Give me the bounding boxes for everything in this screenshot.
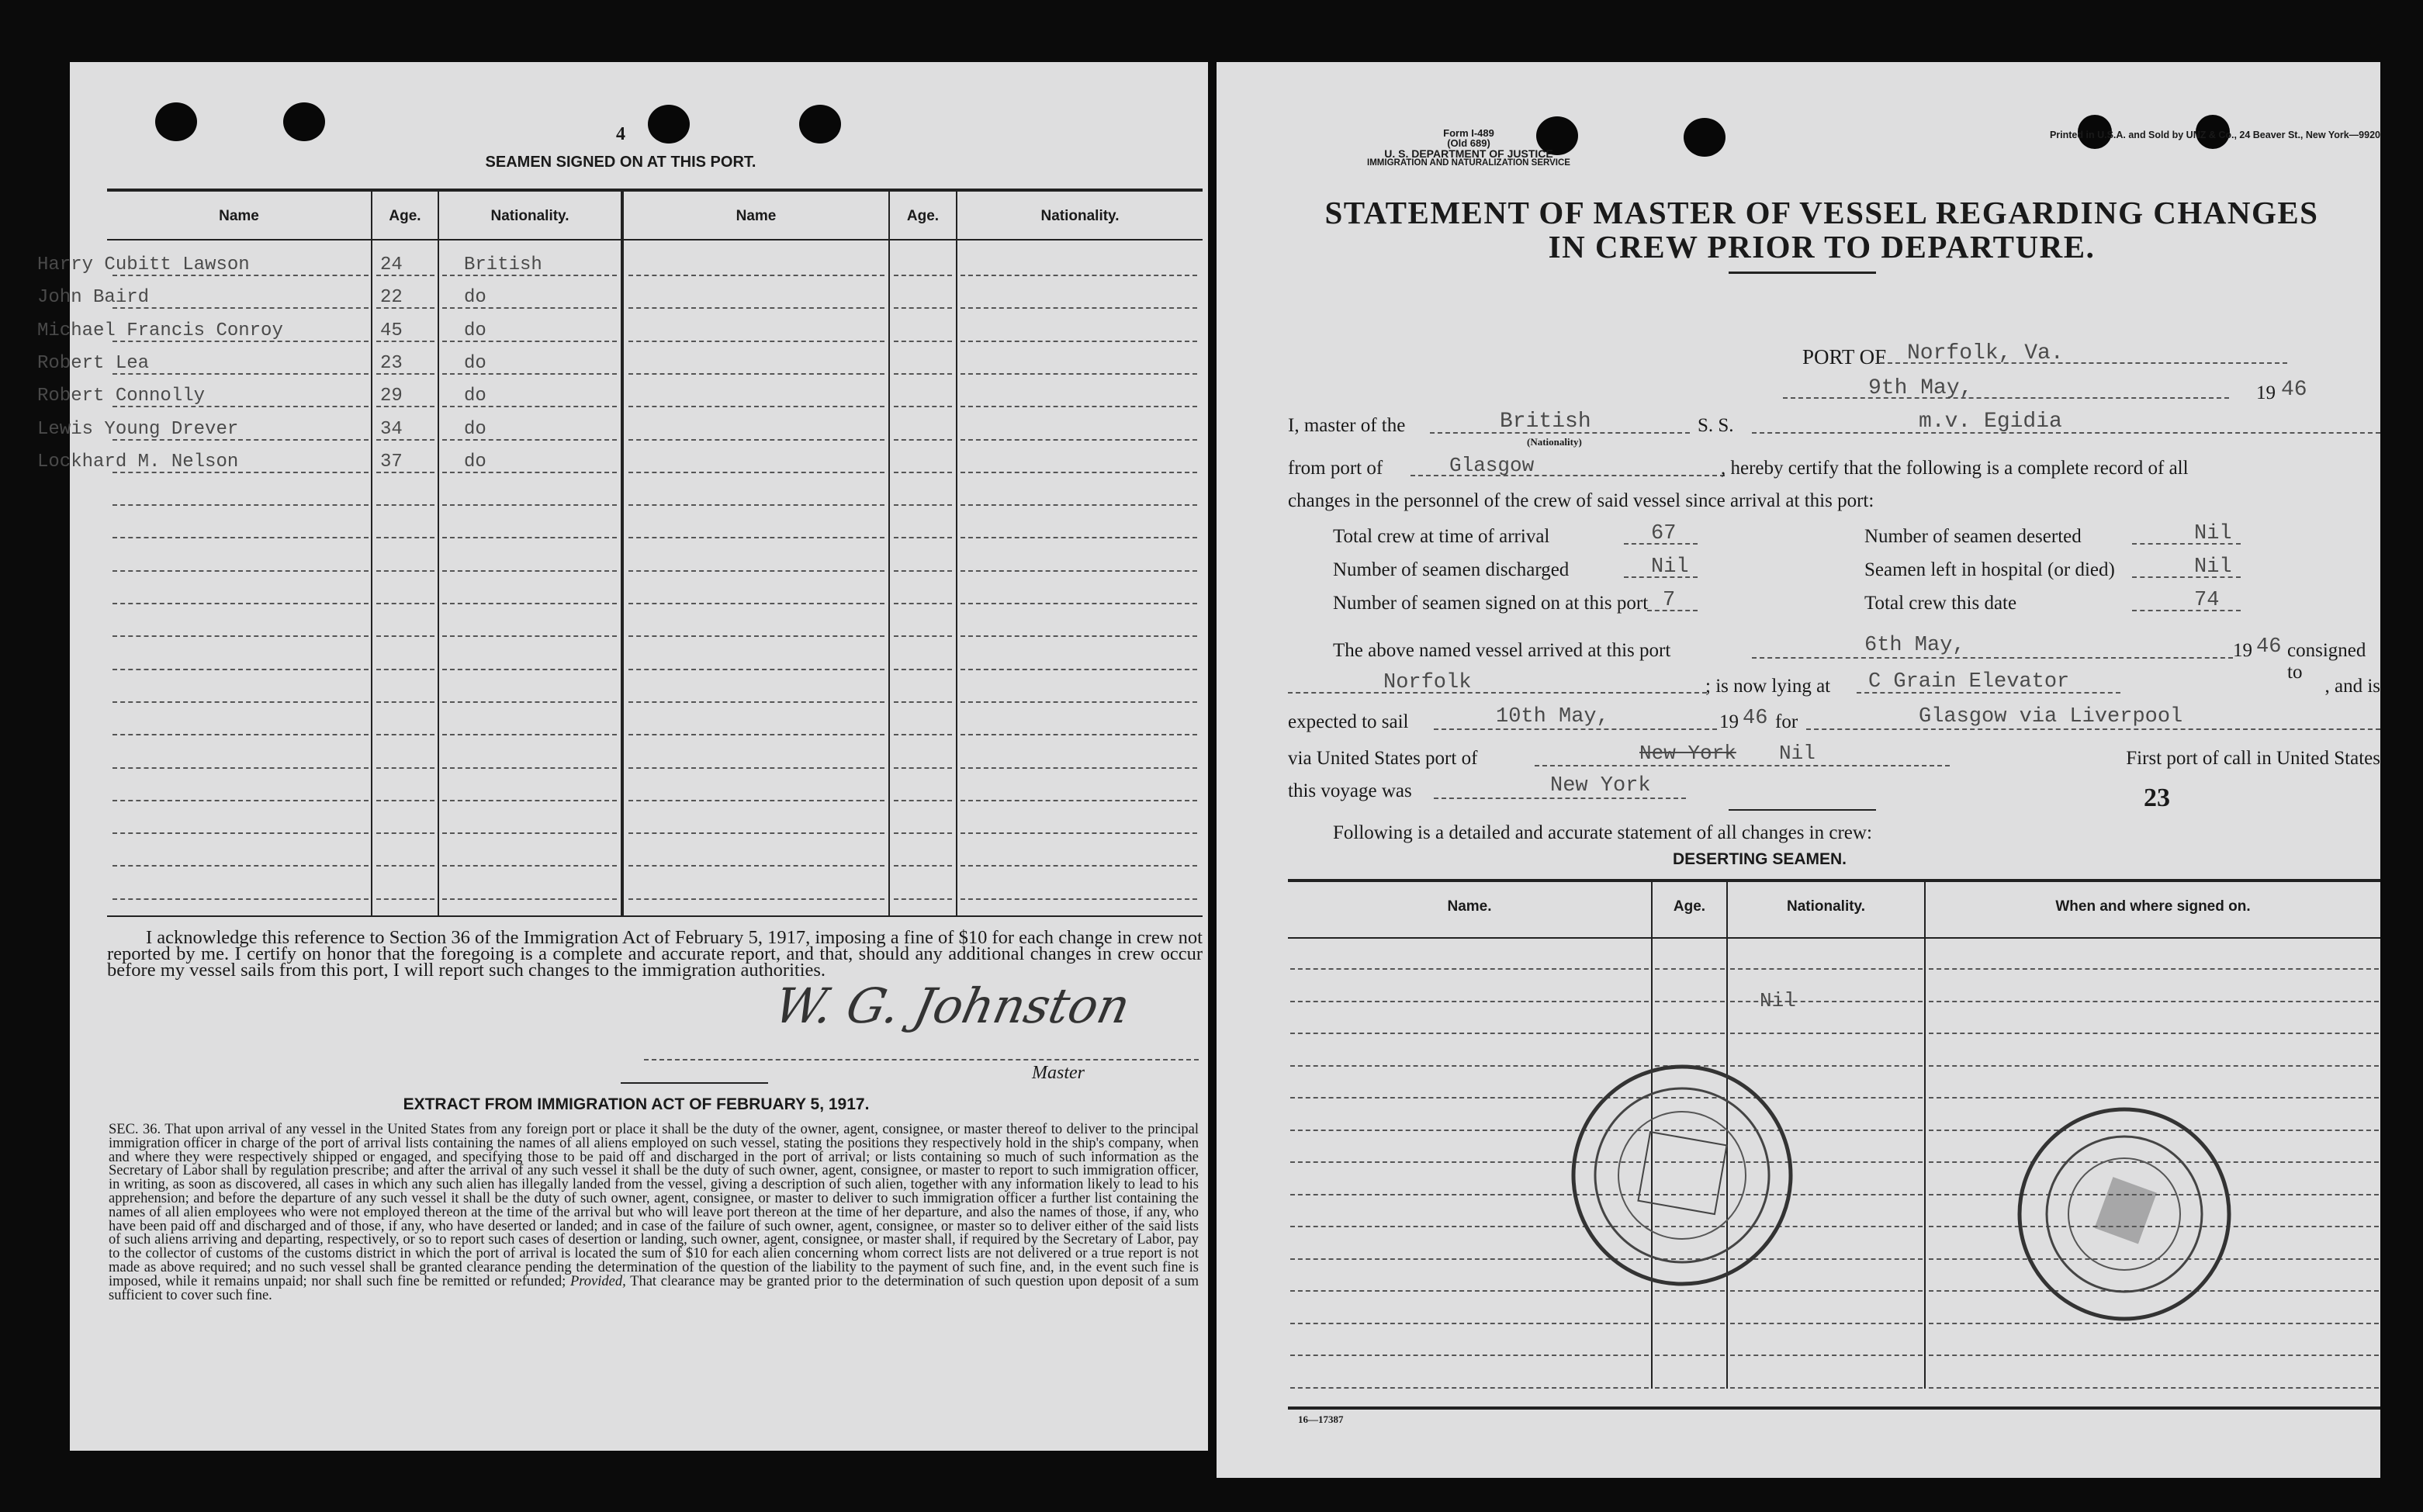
form-title-line2: IN CREW PRIOR TO DEPARTURE. (1548, 229, 2096, 265)
department: U. S. DEPARTMENT OF JUSTICE (1384, 147, 1553, 160)
seaman-age: 37 (380, 452, 403, 472)
deserting-entry: Nil (1760, 989, 1796, 1012)
stat-value: Nil (1651, 555, 1689, 579)
stat-value: Nil (2194, 555, 2232, 579)
punch-hole (283, 102, 325, 141)
arrived-year: 46 (2256, 635, 2282, 659)
row-line (442, 537, 617, 538)
date-value: 9th May, (1868, 376, 1973, 400)
consigned-label: consigned to (2287, 640, 2366, 683)
via-label: via United States port of (1288, 748, 1478, 769)
row-line (894, 439, 952, 441)
row-line (628, 767, 884, 769)
row-line (376, 635, 434, 637)
row-line (894, 275, 952, 276)
row-line (442, 504, 617, 506)
row-line (442, 898, 617, 900)
row-line (442, 570, 617, 572)
row-line (376, 570, 434, 572)
row-line (961, 275, 1197, 276)
seaman-nationality: do (464, 353, 486, 374)
row-line (961, 635, 1197, 637)
voyage-line (1434, 798, 1686, 799)
row-line (961, 570, 1197, 572)
stat-label: Total crew at time of arrival (1333, 526, 1550, 547)
seaman-name: Harry Cubitt Lawson (37, 254, 250, 275)
column-header: When and where signed on. (2055, 898, 2251, 915)
nationality-caption: (Nationality) (1527, 436, 1582, 448)
row-line (1655, 1387, 1725, 1389)
seaman-age: 45 (380, 320, 403, 341)
table-header-rule (107, 239, 1203, 240)
lying-value: C Grain Elevator (1868, 670, 2070, 694)
row-line (961, 504, 1197, 506)
row-line (1929, 1065, 2379, 1067)
row-line (376, 734, 434, 735)
row-line (442, 669, 617, 670)
stat-label: Total crew this date (1864, 593, 2017, 614)
row-line (112, 865, 369, 867)
row-line (112, 832, 369, 834)
row-line (1655, 1001, 1725, 1002)
punch-hole (799, 105, 841, 144)
received-stamp (2008, 1098, 2241, 1330)
from-port-value: Glasgow (1449, 454, 1535, 477)
seaman-age: 23 (380, 353, 403, 374)
changes-text: changes in the personnel of the crew of said vessel since arrival at this port: (1288, 490, 1874, 511)
row-line (376, 767, 434, 769)
deserting-table-top (1288, 879, 2380, 882)
row-line (894, 603, 952, 604)
vessel-value: m.v. Egidia (1919, 410, 2062, 434)
following-text: Following is a detailed and accurate statement of all changes in crew: (1333, 822, 1872, 843)
via-struck: New York (1639, 742, 1736, 765)
row-line (112, 570, 369, 572)
column-header: Age. (1673, 898, 1706, 915)
master-signature: W. G. Johnston (770, 977, 1135, 1034)
row-line (894, 800, 952, 801)
row-line (628, 734, 884, 735)
row-line (112, 669, 369, 670)
row-line (628, 537, 884, 538)
port-value: Norfolk, Va. (1907, 341, 2064, 365)
row-line (961, 734, 1197, 735)
stat-label: Number of seamen deserted (1864, 526, 2082, 547)
seaman-name: John Baird (37, 287, 150, 308)
footer-code: 16—17387 (1298, 1413, 1344, 1425)
row-line (376, 898, 434, 900)
row-line (961, 800, 1197, 801)
seaman-name: Robert Connolly (37, 386, 206, 407)
row-line (628, 472, 884, 473)
destination-value: Glasgow via Liverpool (1919, 705, 2183, 728)
row-line (628, 635, 884, 637)
divider-rule (1729, 809, 1876, 811)
row-line (1929, 1355, 2379, 1356)
page-number: 4 (616, 124, 625, 144)
row-line (961, 472, 1197, 473)
arrived-year-prefix: 19 (2233, 640, 2252, 661)
row-line (894, 635, 952, 637)
column-divider (438, 190, 439, 915)
column-header: Name (219, 208, 259, 224)
row-line (961, 373, 1197, 375)
expected-value: 10th May, (1496, 705, 1609, 728)
stat-value: 67 (1651, 522, 1677, 545)
row-line (442, 734, 617, 735)
punch-hole (648, 105, 690, 144)
row-line (1730, 968, 1923, 970)
row-line (628, 800, 884, 801)
row-line (628, 341, 884, 342)
row-line (628, 307, 884, 309)
row-line (961, 603, 1197, 604)
row-line (894, 865, 952, 867)
divider-rule (621, 1082, 768, 1084)
voyage-label: this voyage was (1288, 780, 1412, 801)
ss-label: S. S. (1698, 415, 1734, 436)
row-line (376, 701, 434, 703)
row-line (442, 701, 617, 703)
nationality-value: British (1500, 410, 1591, 434)
seaman-name: Lockhard M. Nelson (37, 452, 239, 472)
row-line (894, 406, 952, 407)
row-line (1290, 968, 1649, 970)
column-header: Nationality. (1787, 898, 1865, 915)
stat-label: Number of seamen discharged (1333, 559, 1570, 580)
service: IMMIGRATION AND NATURALIZATION SERVICE (1367, 158, 1570, 168)
row-line (1655, 1323, 1725, 1324)
section-title: SEAMEN SIGNED ON AT THIS PORT. (485, 154, 756, 171)
printer-note: Printed in U.S.A. and Sold by UNZ & Co., 24 Beaver St., New York—9920 (2049, 130, 2380, 140)
column-header: Nationality. (490, 208, 569, 224)
row-line (442, 767, 617, 769)
row-line (1290, 1387, 1649, 1389)
row-line (112, 635, 369, 637)
stat-value: 74 (2194, 589, 2220, 612)
row-line (1290, 1323, 1649, 1324)
for-label: for (1775, 711, 1798, 732)
row-line (112, 734, 369, 735)
row-line (628, 669, 884, 670)
row-line (112, 898, 369, 900)
stat-line (2132, 610, 2241, 611)
stat-label: Number of seamen signed on at this port (1333, 593, 1649, 614)
seaman-age: 29 (380, 386, 403, 407)
column-header: Name. (1447, 898, 1492, 915)
column-header: Name (736, 208, 777, 224)
punch-hole (155, 102, 197, 141)
row-line (961, 701, 1197, 703)
seaman-name: Lewis Young Drever (37, 419, 239, 440)
master-label: I, master of the (1288, 415, 1406, 436)
row-line (961, 439, 1197, 441)
column-header: Age. (389, 208, 421, 224)
voyage-value: New York (1550, 774, 1651, 798)
row-line (1730, 1323, 1923, 1324)
handwritten-number: 23 (2144, 784, 2170, 812)
seaman-nationality: do (464, 419, 486, 440)
consignee-line (1288, 692, 1707, 694)
certify-text: , hereby certify that the following is a complete record of all (1721, 458, 2189, 479)
deserting-table-bottom (1288, 1406, 2380, 1410)
row-line (1730, 1033, 1923, 1034)
lying-label: ; is now lying at (1705, 676, 1831, 697)
row-line (961, 669, 1197, 670)
row-line (112, 701, 369, 703)
row-line (112, 504, 369, 506)
row-line (1655, 1033, 1725, 1034)
row-line (894, 898, 952, 900)
row-line (961, 865, 1197, 867)
extract-body (109, 1123, 1199, 1303)
row-line (112, 800, 369, 801)
seaman-age: 34 (380, 419, 403, 440)
row-line (376, 832, 434, 834)
row-line (628, 701, 884, 703)
title-rule (1729, 272, 1876, 274)
column-divider (1924, 881, 1926, 1389)
row-line (628, 373, 884, 375)
seaman-age: 24 (380, 254, 403, 275)
year-value: 46 (2281, 378, 2307, 402)
and-is-label: , and is (2324, 676, 2380, 697)
row-line (112, 603, 369, 604)
row-line (1929, 1387, 2379, 1389)
row-line (442, 635, 617, 637)
row-line (894, 570, 952, 572)
row-line (1730, 1355, 1923, 1356)
row-line (628, 406, 884, 407)
via-value: Nil (1779, 742, 1816, 765)
row-line (1929, 1001, 2379, 1002)
row-line (1655, 968, 1725, 970)
row-line (1730, 1387, 1923, 1389)
extract-title: EXTRACT FROM IMMIGRATION ACT OF FEBRUARY 5, 1917. (403, 1095, 870, 1113)
expected-line (1434, 728, 1717, 730)
row-line (442, 832, 617, 834)
row-line (442, 800, 617, 801)
row-line (628, 570, 884, 572)
left-page (37, 62, 1208, 1451)
row-line (894, 341, 952, 342)
row-line (894, 669, 952, 670)
row-line (961, 406, 1197, 407)
extract-main: SEC. 36. That upon arrival of any vessel in the United States from any foreign port or place it shall be the duty of the owner, agent, consignee, or master thereof to deliver to the principal immigration officer in charge of the port of arrival lists containing the names of all aliens employed on such vessel, stating the positions they respectively hold in the ship's company, when and where they were respectively shipped or engaged, and specifying those to be paid off and discharged in the port of arrival; or lists containing so much of such information as the Secretary of Labor shall by regulation prescribe; and after the arrival of any such vessel it shall be the duty of such owner, agent, consignee, or master to report to such immigration officer, in writing, as soon as discovered, all cases in which any such alien has illegally landed from the vessel, giving a description of such alien, together with any information likely to lead to his apprehension; and before the departure of any such vessel it shall be the duty of such owner, agent, consignee, or master to deliver to such immigration officer a further list containing the names of all alien employees who were not employed thereon at the time of the arrival but who will leave port thereon at the time of her departure, and also the names of those, if any, who have been paid off and discharged and of those, if any, who have deserted or landed; and in case of the failure of such owner, agent, consignee, or master so to deliver either of the said lists of such aliens arriving and departing, respectively, or so to report such cases of desertion or landing, such owner, agent, consignee, or master shall, if required by the Secretary of Labor, pay to the collector of customs of the customs district in which the port of arrival is located the sum of $10 for each alien concerning whom correct lists are not delivered or a true report is not made as above required; and no such vessel shall be granted clearance pending the determination of the question of the liability to the payment of such fine, and, in the event such fine is imposed, while it remains unpaid; nor shall such fine be remitted or refunded; (109, 1122, 1199, 1289)
table-top-rule (107, 189, 1203, 192)
stat-label: Seamen left in hospital (or died) (1864, 559, 2115, 580)
arrived-label: The above named vessel arrived at this port (1333, 640, 1671, 661)
signature-line (644, 1059, 1199, 1060)
row-line (628, 865, 884, 867)
row-line (1290, 1355, 1649, 1356)
row-line (376, 537, 434, 538)
row-line (894, 734, 952, 735)
row-line (1655, 1355, 1725, 1356)
acknowledgement-text: I acknowledge this reference to Section 36 of the Immigration Act of February 5, 1917, imposing a fine of $10 for each change in crew not reported by me. I certify on honor that the foregoing is a complete and accurate report, and that, should any additional changes in crew occur before my vessel sails from this port, I will report such changes to the immigration authorities. (107, 927, 1203, 981)
row-line (628, 832, 884, 834)
table-bottom-rule (107, 915, 1203, 917)
vessel-line (1752, 432, 2380, 434)
row-line (894, 832, 952, 834)
row-line (376, 504, 434, 506)
row-line (894, 472, 952, 473)
seaman-age: 22 (380, 287, 403, 308)
column-divider (888, 190, 890, 915)
deserting-header-rule (1288, 937, 2380, 939)
row-line (894, 701, 952, 703)
row-line (1929, 1033, 2379, 1034)
extract-proviso-label: Provided, (569, 1273, 626, 1289)
seaman-nationality: British (464, 254, 542, 275)
from-port-label: from port of (1288, 458, 1383, 479)
expected-year: 46 (1743, 707, 1768, 730)
arrived-line (1752, 657, 2233, 659)
row-line (961, 898, 1197, 900)
row-line (112, 767, 369, 769)
seaman-nationality: do (464, 287, 486, 308)
via-line (1535, 765, 1950, 766)
date-line (1783, 397, 2229, 399)
column-header: Nationality. (1040, 208, 1120, 224)
stat-value: Nil (2194, 522, 2232, 545)
row-line (442, 865, 617, 867)
row-line (376, 669, 434, 670)
form-number: Form I-489 (1443, 127, 1494, 139)
row-line (1290, 1001, 1649, 1002)
port-label: PORT OF (1802, 345, 1887, 368)
row-line (1929, 968, 2379, 970)
seaman-name: Michael Francis Conroy (37, 320, 283, 341)
seaman-name: Robert Lea (37, 353, 150, 374)
row-line (1290, 1033, 1649, 1034)
row-line (961, 307, 1197, 309)
signature-role: Master (1032, 1063, 1085, 1083)
immigration-stamp (1558, 1055, 1806, 1296)
row-line (628, 504, 884, 506)
year-prefix: 19 (2256, 382, 2276, 403)
row-line (628, 439, 884, 441)
row-line (376, 800, 434, 801)
row-line (894, 307, 952, 309)
form-old-number: (Old 689) (1447, 137, 1490, 149)
row-line (961, 767, 1197, 769)
column-divider (956, 190, 957, 915)
row-line (961, 341, 1197, 342)
row-line (628, 603, 884, 604)
expected-year-prefix: 19 (1719, 711, 1739, 732)
row-line (894, 373, 952, 375)
row-line (894, 504, 952, 506)
first-call-label: First port of call in United States (2126, 748, 2380, 769)
destination-line (1806, 728, 2380, 730)
row-line (961, 832, 1197, 834)
row-line (894, 537, 952, 538)
seaman-nationality: do (464, 452, 486, 472)
form-title-line1: STATEMENT OF MASTER OF VESSEL REGARDING CHANGES (1324, 195, 2319, 230)
arrived-value: 6th May, (1864, 634, 1965, 657)
row-line (112, 537, 369, 538)
consignee-value: Norfolk (1383, 671, 1472, 694)
extract-proviso: That clearance may be granted prior to the determination of such question upon deposit of a sum sufficient to cover such fine. (109, 1273, 1199, 1303)
row-line (628, 275, 884, 276)
seaman-nationality: do (464, 320, 486, 341)
seaman-nationality: do (464, 386, 486, 407)
column-header: Age. (906, 208, 940, 224)
row-line (628, 898, 884, 900)
row-line (442, 603, 617, 604)
deserting-title: DESERTING SEAMEN. (1672, 850, 1847, 868)
row-line (894, 767, 952, 769)
row-line (376, 865, 434, 867)
stat-value: 7 (1663, 589, 1676, 612)
row-line (376, 603, 434, 604)
row-line (961, 537, 1197, 538)
expected-label: expected to sail (1288, 711, 1409, 732)
right-page (1217, 62, 2380, 1478)
